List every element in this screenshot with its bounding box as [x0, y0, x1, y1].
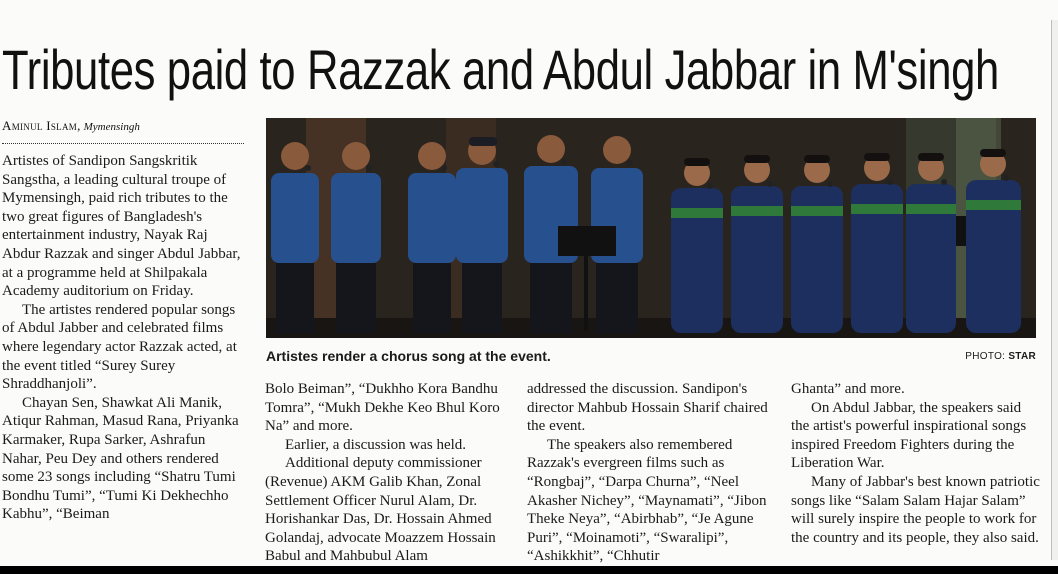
paragraph: Many of Jabbar's best known patriotic songs like “Salam Salam Hajar Salam” will surely inspire the people to work for the country and its people, they also said.	[791, 473, 1040, 546]
paragraph: On Abdul Jabbar, the speakers said the artist's powerful inspirational songs inspired Freedom Fighters during the Liberation War.	[791, 399, 1027, 472]
byline-author: Aminul Islam,	[2, 118, 81, 133]
paragraph: Additional deputy commissioner (Revenue) AKM Galib Khan, Zonal Settlement Officer Nurul Alam, Dr. Horishankar Das, Dr. Hossain Ahmed Golandaj, advocate Moazzem Hossain Babul and Mahbubul Alam	[265, 455, 496, 565]
paragraph: Bolo Beiman”, “Dukhho Kora Bandhu Tomra”, “Mukh Dekhe Keo Bhul Koro Na” and more.	[265, 381, 500, 435]
photo-credit	[965, 351, 1036, 362]
byline	[2, 118, 140, 134]
paragraph: Artistes of Sandipon Sangskritik Sangstha, a leading cultural troupe of Mymensingh, paid rich tributes to the two great figures of Bangladesh's entertainment industry, Nayak Raj Abdur Razzak and singer Abdul Jabbar, at a programme held at Shilpakala Academy auditorium on Friday.	[2, 153, 241, 300]
byline-dotted-rule	[2, 143, 244, 144]
page-edge	[1051, 20, 1058, 560]
paragraph: Ghanta” and more.	[791, 381, 905, 397]
paragraph: The artistes rendered popular songs of Abdul Jabber and celebrated films where legendary actor Razzak acted, at the event titled “Surey Surey Shraddhanjoli”.	[2, 301, 237, 393]
chorus-singers-illustration	[266, 118, 1036, 338]
event-photo	[266, 118, 1036, 338]
paragraph: The speakers also remembered Razzak's evergreen films such as “Rongbaj”, “Darpa Churna”, “Neel Akasher Nichey”, “Maynamati”, “Jibon Theke Neya”, “Abirbhab”, “Je Agune Puri”, “Moinamoti”, “Swaralipi”, “Ashikkhit”, “Chhutir	[527, 436, 767, 565]
article-column-3	[527, 380, 772, 566]
headline: Tributes paid to Razzak and Abdul Jabbar in M'singh	[2, 38, 999, 101]
photo-credit-source: STAR	[1008, 351, 1036, 362]
article-column-1	[2, 152, 246, 524]
byline-location: Mymensingh	[83, 121, 140, 133]
article-column-4	[791, 380, 1043, 547]
photo-credit-prefix: PHOTO:	[965, 351, 1009, 362]
article-column-2	[265, 380, 510, 566]
paragraph: Earlier, a discussion was held.	[285, 436, 467, 453]
paragraph: addressed the discussion. Sandipon's director Mahbub Hossain Sharif chaired the event.	[527, 381, 768, 435]
bottom-border	[0, 566, 1058, 574]
photo-caption: Artistes render a chorus song at the event.	[266, 348, 551, 364]
paragraph: Chayan Sen, Shawkat Ali Manik, Atiqur Rahman, Masud Rana, Priyanka Karmaker, Rupa Sarker, Ashrafun Nahar, Peu Dey and others rendered some 23 songs including “Shatru Tumi Bondhu Tumi”, “Tumi Ki Dekhechho Kabhu”, “Beiman	[2, 394, 239, 523]
